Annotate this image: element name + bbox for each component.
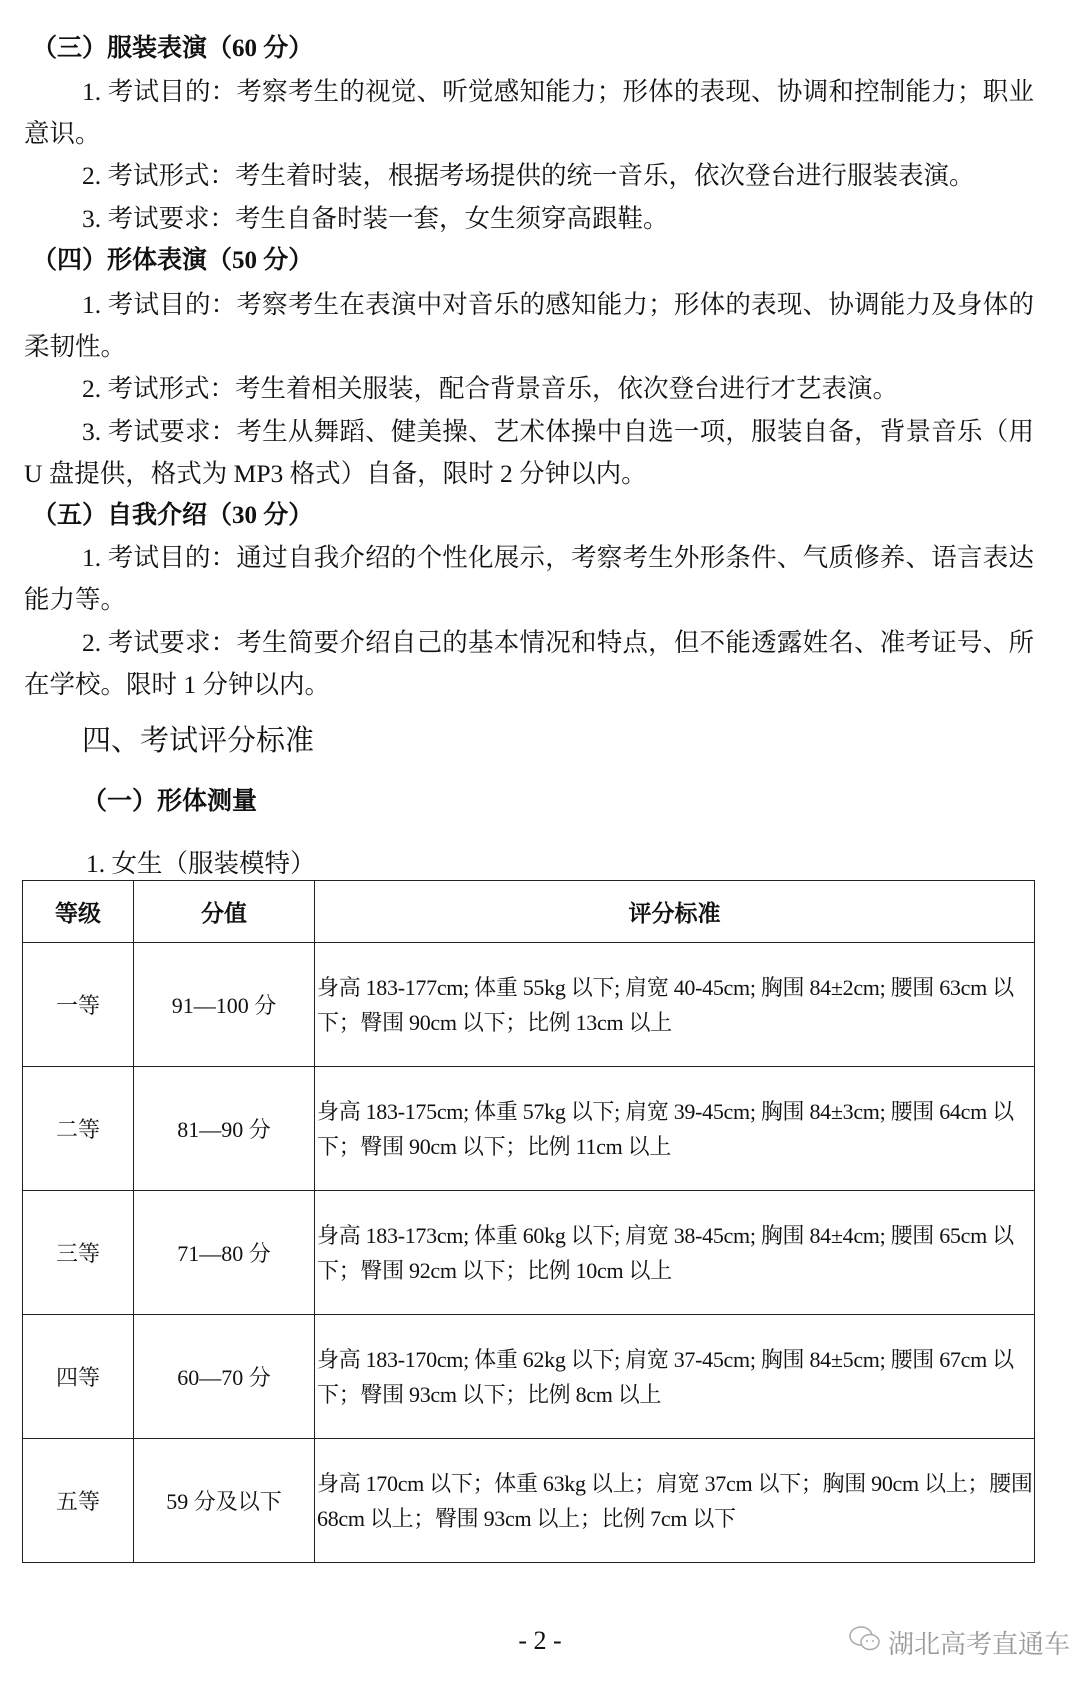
grade-cell: 二等 — [23, 1067, 134, 1191]
section-heading: 四、考试评分标准 — [82, 725, 315, 757]
h-si: （四）形体表演（50 分） — [32, 247, 314, 274]
criteria-cell: 身高 183-173cm; 体重 60kg 以下; 肩宽 38-45cm; 胸围 84±4cm; 腰围 65cm 以下；臀围 92cm 以下；比例 10cm 以上 — [315, 1191, 1035, 1315]
paragraph: 3. 考试要求：考生自备时装一套，女生须穿高跟鞋。 — [82, 204, 669, 233]
paragraph: 1. 考试目的：考察考生在表演中对音乐的感知能力；形体的表现、协调能力及身体的柔韧性。 — [24, 290, 1034, 361]
score-cell: 60—70 分 — [134, 1315, 315, 1439]
h-wu: （五）自我介绍（30 分） — [32, 502, 314, 529]
watermark — [848, 1624, 1070, 1661]
subsection-heading: （一）形体测量 — [82, 788, 258, 815]
grade-cell: 四等 — [23, 1315, 134, 1439]
header-score: 分值 — [134, 881, 315, 943]
score-cell: 71—80 分 — [134, 1191, 315, 1315]
page-number: - 2 - — [518, 1626, 562, 1655]
table-row — [23, 943, 1035, 1067]
criteria-cell: 身高 183-175cm; 体重 57kg 以下; 肩宽 39-45cm; 胸围 84±3cm; 腰围 64cm 以下；臀围 90cm 以下；比例 11cm 以上 — [315, 1067, 1035, 1191]
h-san: （三）服装表演（60 分） — [32, 35, 314, 62]
table-row — [23, 1067, 1035, 1191]
grade-cell: 五等 — [23, 1439, 134, 1563]
paragraph: 2. 考试形式：考生着时装，根据考场提供的统一音乐，依次登台进行服装表演。 — [82, 161, 975, 190]
score-cell: 81—90 分 — [134, 1067, 315, 1191]
wechat-icon — [848, 1624, 882, 1661]
header-criteria: 评分标准 — [315, 881, 1035, 943]
table-header-row — [23, 881, 1035, 943]
paragraph: 1. 考试目的：通过自我介绍的个性化展示，考察考生外形条件、气质修养、语言表达能力等。 — [24, 543, 1034, 614]
score-cell: 91—100 分 — [134, 943, 315, 1067]
criteria-cell: 身高 183-177cm; 体重 55kg 以下; 肩宽 40-45cm; 胸围 84±2cm; 腰围 63cm 以下；臀围 90cm 以下；比例 13cm 以上 — [315, 943, 1035, 1067]
table-caption: 1. 女生（服装模特） — [86, 849, 316, 878]
table-row — [23, 1439, 1035, 1563]
paragraph: 3. 考试要求：考生从舞蹈、健美操、艺术体操中自选一项，服装自备，背景音乐（用 U 盘提供，格式为 MP3 格式）自备，限时 2 分钟以内。 — [24, 417, 1034, 488]
criteria-cell: 身高 170cm 以下；体重 63kg 以上；肩宽 37cm 以下；胸围 90cm 以上；腰围 68cm 以上；臀围 93cm 以上；比例 7cm 以下 — [315, 1439, 1035, 1563]
header-grade: 等级 — [23, 881, 134, 943]
paragraph: 1. 考试目的：考察考生的视觉、听觉感知能力；形体的表现、协调和控制能力；职业意识。 — [24, 77, 1034, 148]
scoring-table — [22, 880, 1035, 1563]
paragraph: 2. 考试要求：考生简要介绍自己的基本情况和特点，但不能透露姓名、准考证号、所在学校。限时 1 分钟以内。 — [24, 628, 1034, 699]
watermark-text: 湖北高考直通车 — [888, 1630, 1071, 1659]
paragraph: 2. 考试形式：考生着相关服装，配合背景音乐，依次登台进行才艺表演。 — [82, 374, 899, 403]
criteria-cell: 身高 183-170cm; 体重 62kg 以下; 肩宽 37-45cm; 胸围 84±5cm; 腰围 67cm 以下；臀围 93cm 以下；比例 8cm 以上 — [315, 1315, 1035, 1439]
table-row — [23, 1191, 1035, 1315]
table-row — [23, 1315, 1035, 1439]
grade-cell: 一等 — [23, 943, 134, 1067]
grade-cell: 三等 — [23, 1191, 134, 1315]
score-cell: 59 分及以下 — [134, 1439, 315, 1563]
